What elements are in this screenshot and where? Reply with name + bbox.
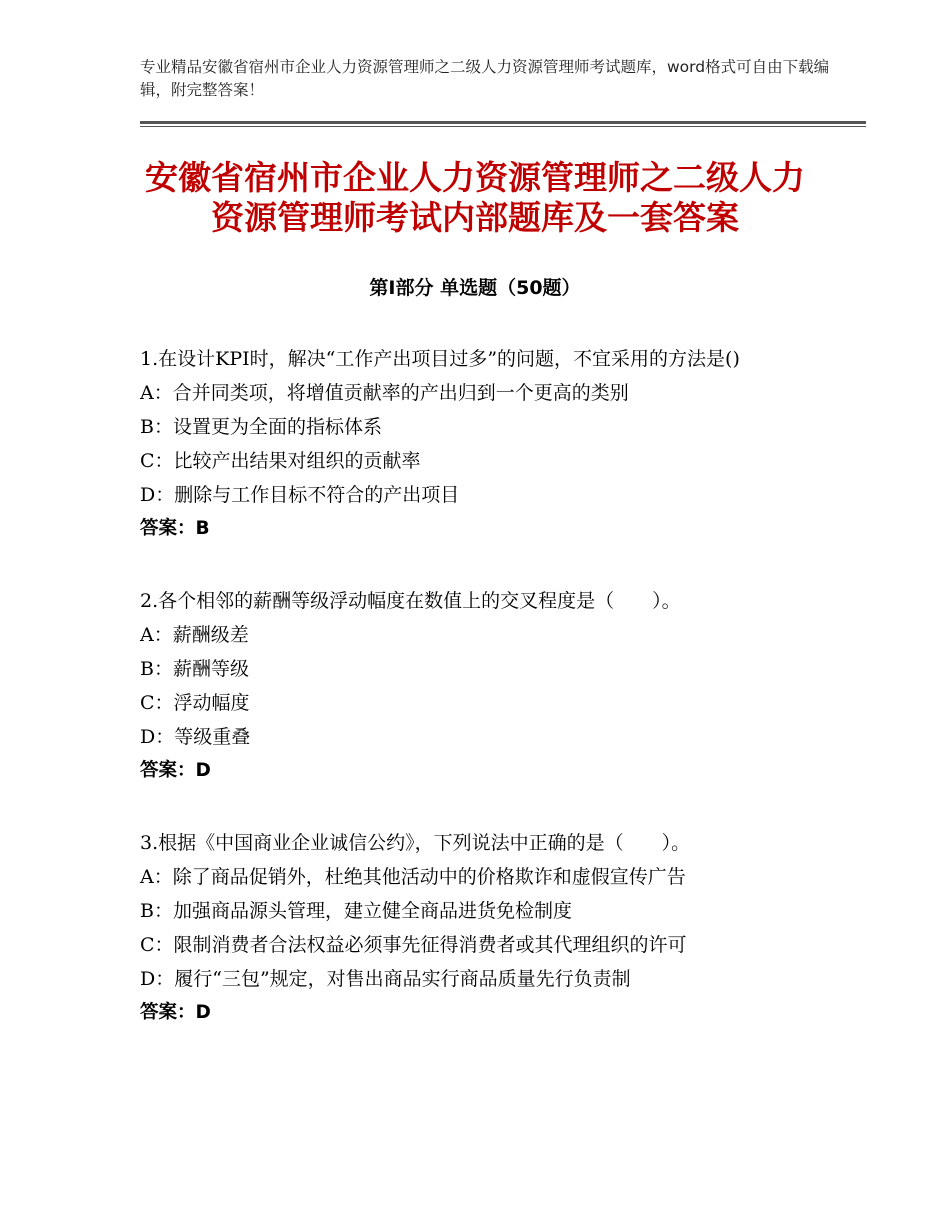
option-d: D：等级重叠 — [140, 726, 251, 748]
question-answer: 答案：D — [140, 760, 211, 781]
option-b: B：薪酬等级 — [140, 658, 249, 680]
option-a: A：合并同类项，将增值贡献率的产出归到一个更高的类别 — [140, 382, 629, 404]
question-stem: 2.各个相邻的薪酬等级浮动幅度在数值上的交叉程度是（ ）。 — [140, 590, 681, 612]
option-c: C：浮动幅度 — [140, 692, 250, 714]
option-d: D：删除与工作目标不符合的产出项目 — [140, 484, 460, 506]
question-stem: 3.根据《中国商业企业诚信公约》，下列说法中正确的是（ ）。 — [140, 832, 691, 854]
question-stem: 1.在设计KPI时，解决“工作产出项目过多”的问题，不宜采用的方法是() — [140, 348, 740, 370]
header-rule-thin — [140, 126, 866, 127]
question-1 — [140, 342, 820, 546]
option-c: C：限制消费者合法权益必须事先征得消费者或其代理组织的许可 — [140, 934, 687, 956]
header-rule-thick — [140, 121, 866, 124]
option-c: C：比较产出结果对组织的贡献率 — [140, 450, 421, 472]
header-note: 专业精品安徽省宿州市企业人力资源管理师之二级人力资源管理师考试题库，word格式可自由下载编辑，附完整答案！ — [140, 58, 830, 99]
question-answer: 答案：B — [140, 518, 210, 539]
question-answer: 答案：D — [140, 1002, 211, 1023]
option-a: A：薪酬级差 — [140, 624, 249, 646]
question-2 — [140, 584, 820, 788]
option-b: B：设置更为全面的指标体系 — [140, 416, 382, 438]
section-title: 第Ⅰ部分 单选题（50题） — [369, 277, 581, 299]
option-d: D：履行“三包”规定，对售出商品实行商品质量先行负责制 — [140, 968, 631, 990]
option-b: B：加强商品源头管理，建立健全商品进货免检制度 — [140, 900, 572, 922]
option-a: A：除了商品促销外，杜绝其他活动中的价格欺诈和虚假宣传广告 — [140, 866, 686, 888]
question-list — [140, 342, 820, 1068]
question-3 — [140, 826, 820, 1030]
document-title: 安徽省宿州市企业人力资源管理师之二级人力资源管理师考试内部题库及一套答案 — [145, 158, 805, 237]
